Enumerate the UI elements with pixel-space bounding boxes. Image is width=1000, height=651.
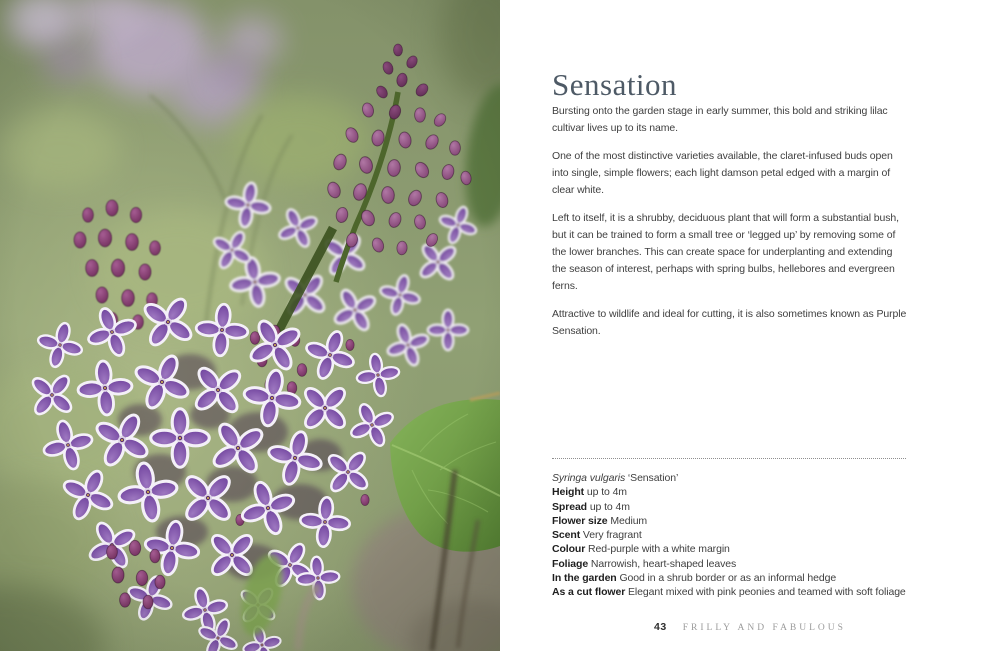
spec-row: Foliage Narrowish, heart-shaped leaves [552,557,737,570]
species-name [552,471,906,485]
text-page [500,0,1000,651]
spec-row: Flower size Medium [552,514,648,527]
paragraph: Left to itself, it is a shrubby, deciduous plant that will form a substantial bush, but it can be trained to form a small tree or ‘legged up’ by removing some of the lower branches. This can create space for underplanting and extending the season of interest, perhaps with spring bulbs, hellebores and evergreen ferns. [552,212,899,292]
section-title: FRILLY AND FABULOUS [682,623,846,633]
spec-row: Height up to 4m [552,486,627,499]
spec-row: In the garden Good in a shrub border or as an informal hedge [552,572,837,585]
cultivar-name: ‘Sensation’ [625,472,679,484]
spec-row: Scent Very fragrant [552,529,642,542]
species-latin: Syringa vulgaris [552,472,626,484]
paragraph: Attractive to wildlife and ideal for cutting, it is also sometimes known as Purple Sensation. [552,308,907,337]
paragraph: One of the most distinctive varieties available, the claret-infused buds open into single, simple flowers; each light damson petal edged with a margin of clear white. [552,150,893,196]
page-number: 43 [654,621,667,633]
page-title: Sensation [552,66,678,102]
spec-row: Colour Red-purple with a white margin [552,543,730,556]
page-footer [500,617,1000,635]
body-paragraphs [552,103,908,351]
spec-items [552,485,906,599]
spec-list [552,458,906,600]
paragraph: Bursting onto the garden stage in early summer, this bold and striking lilac cultivar lives up to its name. [552,105,888,134]
spec-row: As a cut flower Elegant mixed with pink peonies and teamed with soft foliage [552,586,906,599]
spec-row: Spread up to 4m [552,500,630,513]
